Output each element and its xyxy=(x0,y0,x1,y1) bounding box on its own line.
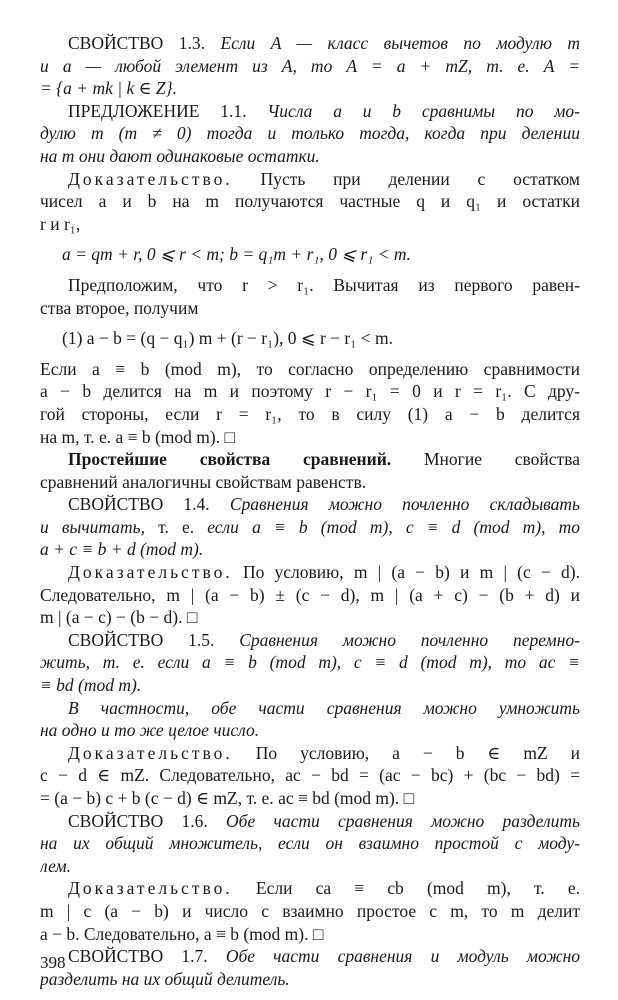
text-segment: и вычитать, xyxy=(40,516,159,537)
text-segment: лем. xyxy=(40,855,71,876)
text-line xyxy=(40,923,580,946)
text-line xyxy=(40,471,580,494)
text-line xyxy=(40,719,580,742)
text-segment: жить, т. е. если a ≡ b (mod m), c ≡ d (mod m), то ac ≡ xyxy=(40,652,580,673)
text-segment: на m они дают одинаковые остатки. xyxy=(40,145,320,166)
text-segment: Пусть при делении с остатком xyxy=(232,168,580,189)
text-segment: Сравнения можно почленно складывать xyxy=(229,494,580,515)
text-line xyxy=(40,100,580,123)
text-line xyxy=(40,77,580,100)
text-line xyxy=(40,538,580,561)
text-line xyxy=(40,968,580,991)
text-segment: сравнений аналогичны свойствам равенств. xyxy=(40,471,367,492)
text-line xyxy=(40,55,580,78)
text-segment: Обе части сравнения и модуль можно xyxy=(225,946,580,967)
text-line xyxy=(40,516,580,539)
text-line xyxy=(40,274,580,297)
text-line xyxy=(40,145,580,168)
text-line xyxy=(40,832,580,855)
text-segment: СВОЙСТВО 1.7. xyxy=(68,946,226,967)
text-segment: Доказательство. xyxy=(68,168,233,189)
page-number: 398 xyxy=(40,953,66,972)
text-segment: на их общий множитель, если он взаимно простой с моду- xyxy=(40,833,580,854)
text-segment: и a — любой элемент из A, то A = a + mZ, т. е. A = xyxy=(40,55,580,76)
text-line xyxy=(40,403,580,426)
text-segment: r и r₁, xyxy=(40,213,81,234)
text-line xyxy=(40,810,580,833)
text-segment: на m, т. е. a ≡ b (mod m). □ xyxy=(40,426,236,447)
text-segment: Если ca ≡ cb (mod m), т. е. xyxy=(232,878,580,899)
text-line xyxy=(40,297,580,320)
text-segment: a = qm + r, 0 ⩽ r < m; b = q₁m + r₁, 0 ⩽ r₁ < m. xyxy=(62,244,411,265)
text-line xyxy=(40,122,580,145)
text-segment: m | c (a − b) и число c взаимно простое с m, то m делит xyxy=(40,900,580,921)
text-segment: ≡ bd (mod m). xyxy=(40,675,142,696)
text-line xyxy=(40,358,580,381)
text-line xyxy=(40,787,580,810)
text-segment: чисел a и b на m получаются частные q и q₁ и остатки xyxy=(40,191,580,212)
text-segment: Простейшие свойства сравнений. xyxy=(68,449,392,470)
text-segment: гой стороны, если r = r₁, то в силу (1) a − b делится xyxy=(40,403,580,424)
text-line xyxy=(40,190,580,213)
text-segment: т. е. xyxy=(158,516,208,537)
text-line xyxy=(40,855,580,878)
text-segment: В частности, обе части сравнения можно умножить xyxy=(68,697,580,718)
text-segment: СВОЙСТВО 1.4. xyxy=(68,494,230,515)
text-segment: = {a + mk | k ∈ Z}. xyxy=(40,78,178,99)
text-segment: Числа a и b сравнимы по мо- xyxy=(267,100,580,121)
text-line xyxy=(40,584,580,607)
text-line xyxy=(40,674,580,697)
text-segment: Доказательство. xyxy=(68,878,233,899)
text-line xyxy=(40,493,580,516)
text-line xyxy=(40,243,580,266)
text-line xyxy=(40,900,580,923)
text-segment: По условию, m | (a − b) и m | (c − d). xyxy=(232,562,580,583)
text-segment: Обе части сравнения можно разделить xyxy=(226,810,580,831)
text-segment: СВОЙСТВО 1.3. xyxy=(68,33,221,53)
page-body xyxy=(40,32,580,990)
text-segment: СВОЙСТВО 1.5. xyxy=(68,629,240,650)
text-line xyxy=(40,380,580,403)
text-line xyxy=(40,426,580,449)
text-line xyxy=(40,448,580,471)
text-line xyxy=(40,651,580,674)
text-segment: ПРЕДЛОЖЕНИЕ 1.1. xyxy=(68,100,268,121)
text-segment: СВОЙСТВО 1.6. xyxy=(68,810,227,831)
text-segment: a − b делится на m и поэтому r − r₁ = 0 и r = r₁. С дру- xyxy=(40,381,580,402)
text-segment: = (a − b) c + b (c − d) ∈ mZ, т. е. ac ≡ bd (mod m). □ xyxy=(40,788,415,808)
text-segment: Сравнения можно почленно перемно- xyxy=(239,629,580,650)
text-segment: m | (a − c) − (b − d). □ xyxy=(40,607,198,628)
text-line xyxy=(40,945,580,968)
text-line xyxy=(40,764,580,787)
text-segment: Если A — класс вычетов по модулю m xyxy=(220,33,580,53)
text-line xyxy=(40,213,580,236)
text-segment: (1) a − b = (q − q₁) m + (r − r₁), 0 ⩽ r − r₁ < m. xyxy=(62,328,393,349)
text-line xyxy=(40,742,580,765)
text-segment: a − b. Следовательно, a ≡ b (mod m). □ xyxy=(40,923,324,944)
text-segment: разделить на их общий делитель. xyxy=(40,968,290,989)
text-segment: Если a ≡ b (mod m), то согласно определению сравнимости xyxy=(40,358,580,379)
text-segment: Предположим, что r > r₁. Вычитая из первого равен- xyxy=(68,274,580,295)
text-segment: Следовательно, m | (a − b) ± (c − d), m | (a + c) − (b + d) и xyxy=(40,584,580,605)
text-line xyxy=(40,561,580,584)
text-segment: Многие свойства xyxy=(391,449,580,470)
text-segment: дулю m (m ≠ 0) тогда и только тогда, когда при делении xyxy=(40,123,580,144)
text-segment: a + c ≡ b + d (mod m). xyxy=(40,539,204,560)
text-line xyxy=(40,697,580,720)
text-line xyxy=(40,629,580,652)
text-line xyxy=(40,606,580,629)
text-segment: Доказательство. xyxy=(68,742,233,763)
text-segment: если a ≡ b (mod m), c ≡ d (mod m), то xyxy=(207,516,580,537)
text-line xyxy=(40,168,580,191)
text-segment: По условию, a − b ∈ mZ и xyxy=(232,742,580,763)
text-line xyxy=(40,32,580,55)
text-line xyxy=(40,877,580,900)
text-line xyxy=(40,327,580,350)
text-segment: ства второе, получим xyxy=(40,297,199,318)
text-segment: Доказательство. xyxy=(68,562,233,583)
text-segment: c − d ∈ mZ. Следовательно, ac − bd = (ac − bc) + (bc − bd) = xyxy=(40,765,580,786)
text-segment: на одно и то же целое число. xyxy=(40,720,260,741)
